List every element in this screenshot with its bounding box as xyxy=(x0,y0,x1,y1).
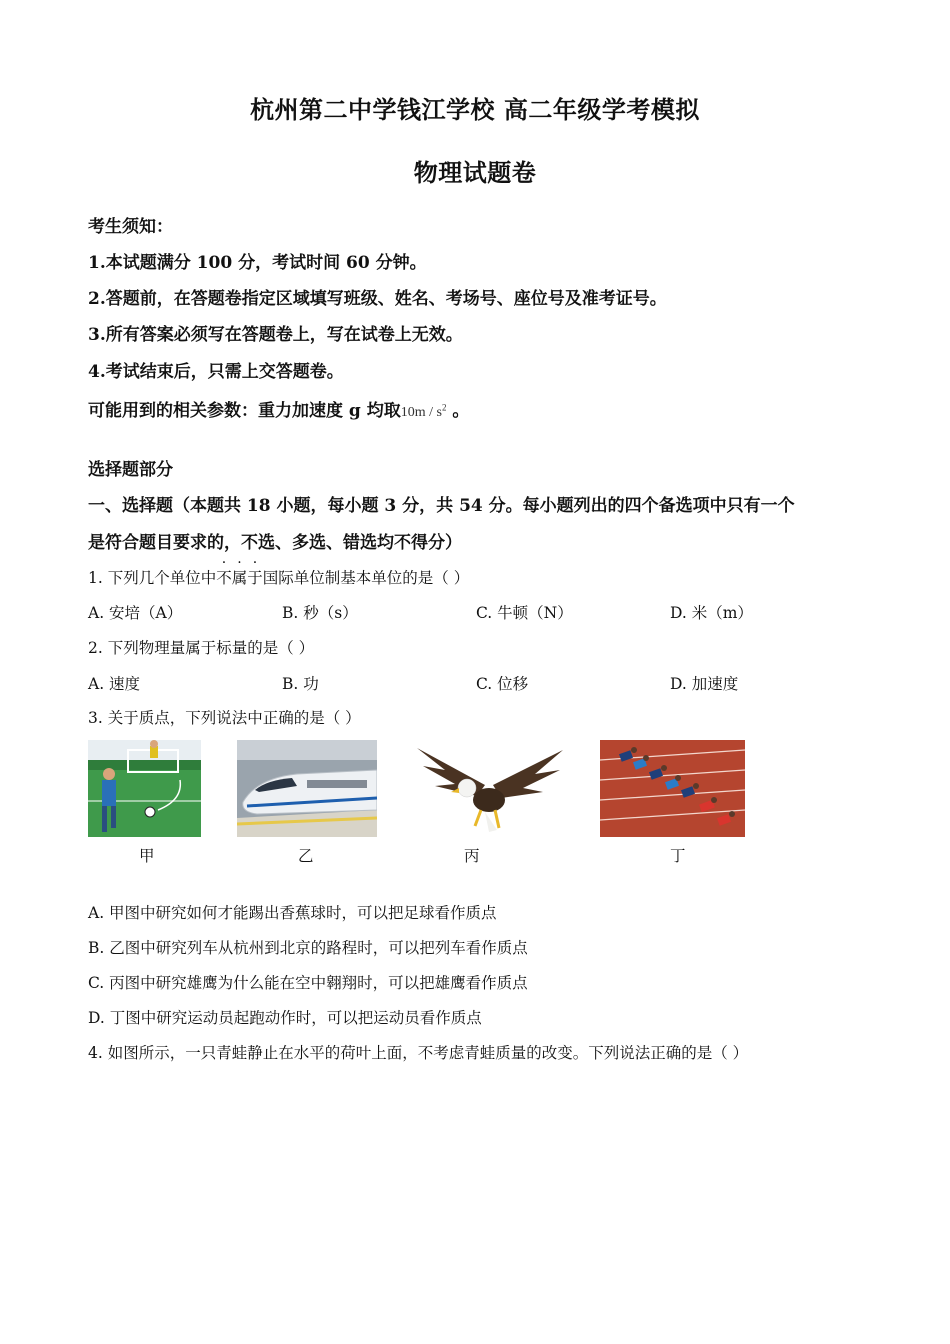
params-prefix: 可能用到的相关参数：重力加速度 g 均取 xyxy=(88,401,401,421)
params-unit: $10m / s^2$ xyxy=(400,402,447,420)
notice-item-2: 2.答题前，在答题卷指定区域填写班级、姓名、考场号、座位号及准考证号。 xyxy=(88,289,667,309)
section-heading: 选择题部分 xyxy=(88,460,173,480)
part-instructions-line1: 一、选择题（本题共 18 小题，每小题 3 分，共 54 分。每小题列出的四个备选项中只有一个 xyxy=(88,496,795,516)
question-1-stem: 1. 下列几个单位中不属于国际单位制基本单位的是（ ） xyxy=(88,569,470,587)
notice-heading: 考生须知： xyxy=(88,217,173,237)
eagle-image xyxy=(415,740,565,837)
q3-option-a: A. 甲图中研究如何才能踢出香蕉球时，可以把足球看作质点 xyxy=(88,904,497,922)
sprinters-image xyxy=(600,740,745,837)
train-image xyxy=(237,740,377,837)
part-instructions-line2: 是符合题目要求的，不选、多选、错选均不得分） xyxy=(88,533,462,553)
q3-option-b: B. 乙图中研究列车从杭州到北京的路程时，可以把列车看作质点 xyxy=(88,939,528,957)
dotted-char: 于 xyxy=(247,569,263,587)
caption-jia: 甲 xyxy=(139,847,155,865)
q2-option-a: A. 速度 xyxy=(88,675,141,693)
q2-option-b: B. 功 xyxy=(282,675,319,693)
soccer-image xyxy=(88,740,201,837)
notice-item-1: 1.本试题满分 100 分，考试时间 60 分钟。 xyxy=(88,253,427,273)
dotted-char: 属 xyxy=(231,569,248,587)
q3-option-d: D. 丁图中研究运动员起跑动作时，可以把运动员看作质点 xyxy=(88,1009,482,1027)
emphasis-dotted-text xyxy=(216,569,263,587)
notice-item-4: 4.考试结束后，只需上交答题卷。 xyxy=(88,362,344,382)
question-3-stem: 3. 关于质点，下列说法中正确的是（ ） xyxy=(88,709,361,727)
q1-option-d: D. 米（m） xyxy=(670,604,753,622)
q1-option-b: B. 秒（s） xyxy=(282,604,358,622)
q1-option-c: C. 牛顿（N） xyxy=(476,604,573,622)
dotted-char: 不 xyxy=(216,569,232,587)
params-line xyxy=(88,396,469,421)
params-suffix: 。 xyxy=(446,401,470,421)
question-2-stem: 2. 下列物理量属于标量的是（ ） xyxy=(88,639,315,657)
q3-option-c: C. 丙图中研究雄鹰为什么能在空中翱翔时，可以把雄鹰看作质点 xyxy=(88,974,528,992)
caption-yi: 乙 xyxy=(298,847,314,865)
subject-title: 物理试题卷 xyxy=(413,158,537,187)
notice-item-3: 3.所有答案必须写在答题卷上，写在试卷上无效。 xyxy=(88,325,463,345)
caption-ding: 丁 xyxy=(670,847,686,865)
question-4-stem: 4. 如图所示，一只青蛙静止在水平的荷叶上面，不考虑青蛙质量的改变。下列说法正确的是（ ） xyxy=(88,1044,749,1062)
school-title: 杭州第二中学钱江学校 高二年级学考模拟 xyxy=(250,95,700,124)
q2-option-d: D. 加速度 xyxy=(670,675,739,693)
q1-option-a: A. 安培（A） xyxy=(88,604,183,622)
caption-bing: 丙 xyxy=(464,847,480,865)
q2-option-c: C. 位移 xyxy=(476,675,529,693)
